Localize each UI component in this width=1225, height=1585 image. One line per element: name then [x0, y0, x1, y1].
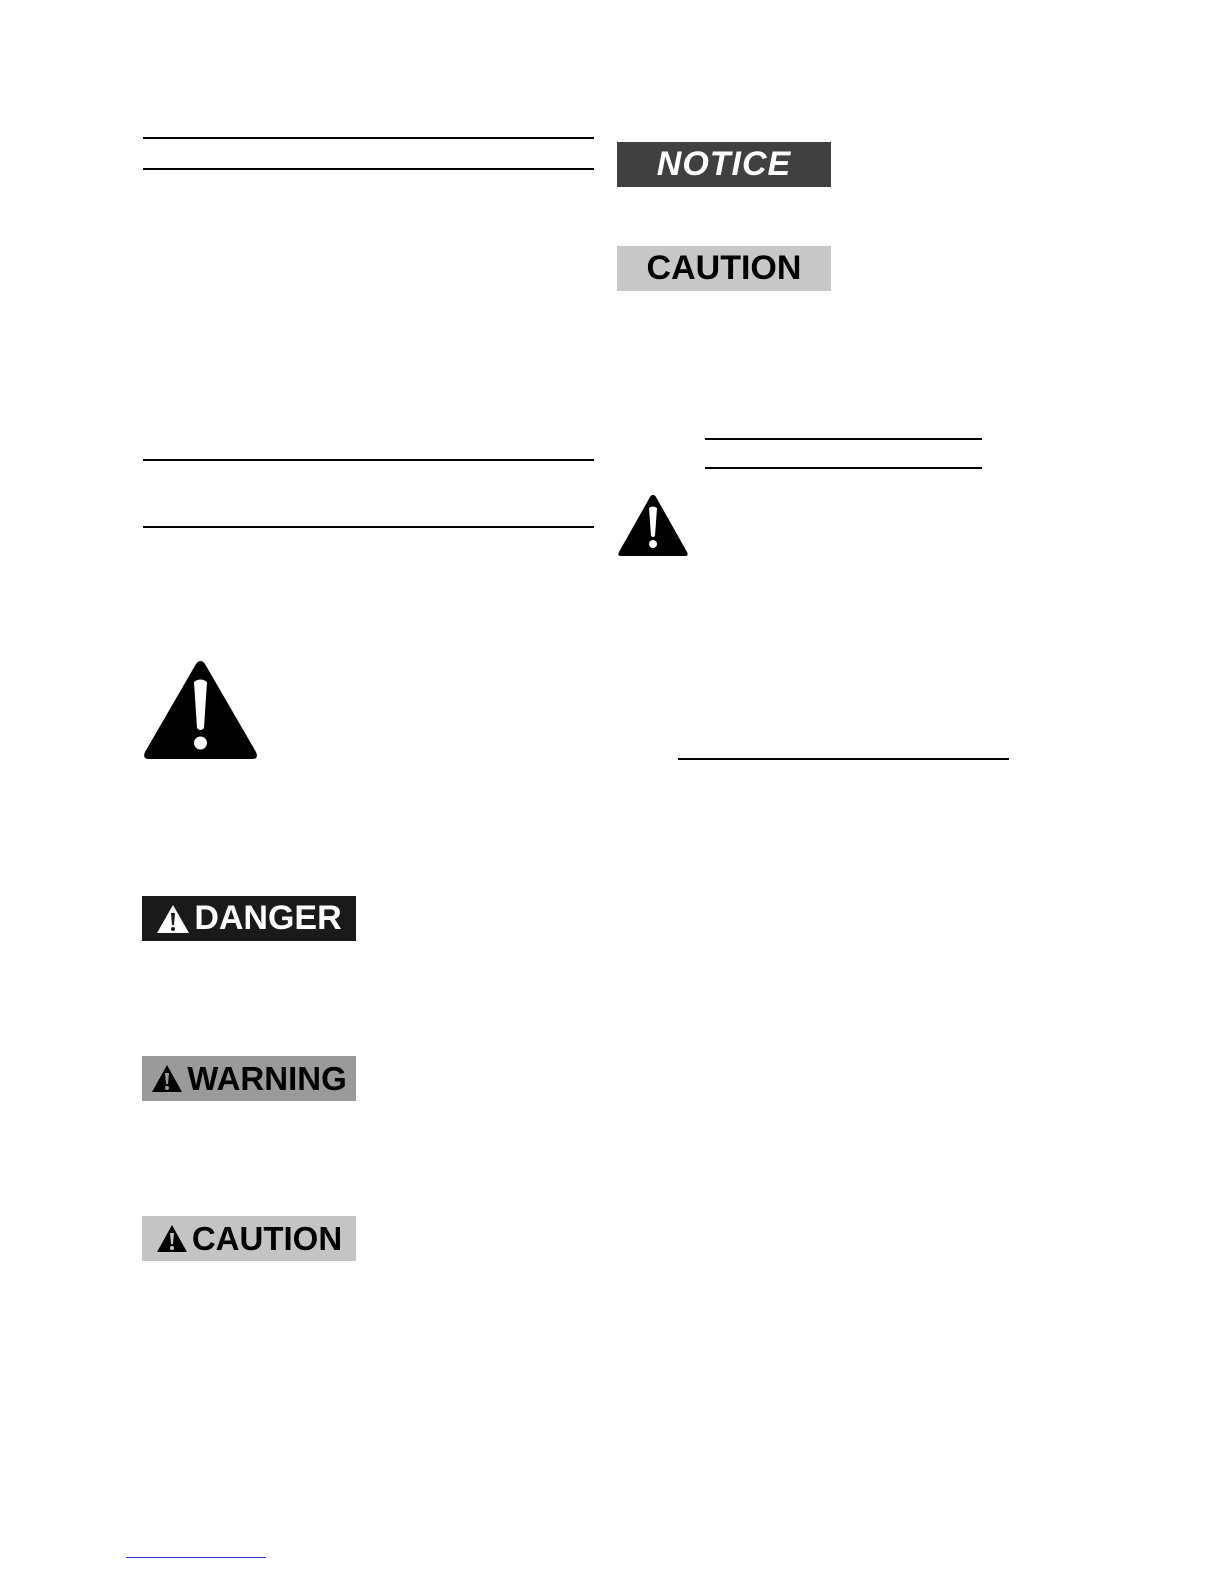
notice-label-text: NOTICE — [656, 145, 792, 183]
caution-label-text: CAUTION — [646, 249, 802, 287]
right-rule-2 — [705, 467, 982, 469]
caution-label — [617, 246, 831, 291]
alert-triangle-icon — [151, 1064, 183, 1093]
caution-with-icon-label — [142, 1216, 356, 1261]
left-top-rule-1 — [143, 137, 594, 139]
right-rule-3 — [678, 758, 1009, 760]
left-mid-rule-2 — [143, 526, 594, 528]
warning-label — [142, 1056, 356, 1101]
notice-label — [617, 142, 831, 187]
right-rule-1 — [705, 438, 982, 440]
left-mid-rule-1 — [143, 459, 594, 461]
danger-label-text: DANGER — [194, 899, 342, 937]
caution-with-icon-label-text: CAUTION — [191, 1219, 343, 1257]
danger-label — [142, 896, 356, 941]
alert-triangle-icon — [156, 904, 190, 934]
left-top-rule-2 — [143, 168, 594, 170]
alert-triangle-icon — [616, 492, 690, 559]
footer-rule — [126, 1557, 266, 1558]
warning-label-text: WARNING — [187, 1059, 347, 1097]
alert-triangle-icon — [141, 658, 260, 763]
alert-triangle-icon — [156, 1224, 188, 1253]
